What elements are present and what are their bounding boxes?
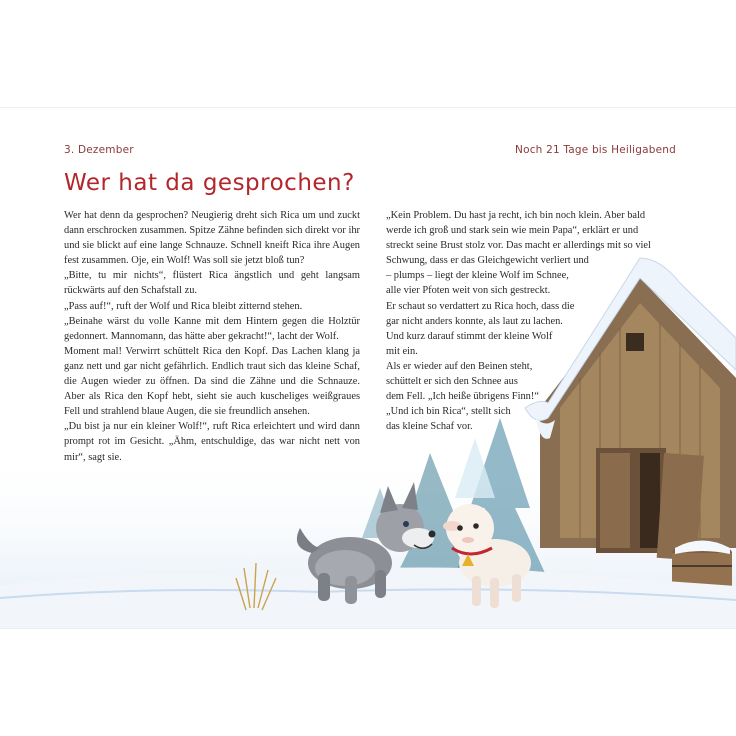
text-line: gar nicht anders konnte, als laut zu lachen. [386,315,563,327]
paragraph: „Du bist ja nur ein kleiner Wolf!“, ruft Rica erleichtert und wird dann prompt rot im Gesicht. „Ähm, entschuldige, das war nicht nett von mir“, sagt sie. [64,421,360,463]
text-line: Als er wieder auf den Beinen steht, [386,360,533,372]
paragraph: Wer hat denn da gesprochen? Neugierig dreht sich Rica um und zuckt dann erschrocken zusammen. Spitze Zähne befinden sich direkt vor ihr und sie blickt auf eine lange Schnauze. Schnell kneift Rica ihre Augen fest zusammen. Oje, ein Wolf! Was soll sie jetzt bloß tun? [64,210,360,267]
paragraph: Moment mal! Verwirrt schüttelt Rica den Kopf. Das Lachen klang ja ganz nett und gar nicht gefährlich. Endlich traut sich das kleine Schaf, die Augen wieder zu öffnen. Da sind die Zähne und die Schnauze. Aber als Rica den Kopf hebt, sieht sie auch kuscheliges weißgraues Fell und strahlend blaue Augen, die sie freundlich ansehen. [64,345,360,418]
text-line: „Und ich bin Rica“, stellt sich [386,406,511,418]
text-line: „Kein Problem. Du hast ja recht, ich bin noch klein. Aber bald [386,210,646,221]
text-line: mit ein. [386,345,418,357]
text-line: werde ich groß und stark sein wie mein Papa“, erklärt er und [386,225,639,237]
left-text-column [64,208,360,465]
text-line: schüttelt er sich den Schnee aus [386,376,518,388]
text-line: das kleine Schaf vor. [386,421,473,433]
text-line: Er schaut so verdattert zu Rica hoch, dass die [386,300,575,312]
paragraph: „Pass auf!“, ruft der Wolf und Rica bleibt zitternd stehen. [64,300,303,312]
paragraph: „Beinahe wärst du volle Kanne mit dem Hintern gegen die Holztür gedonnert. Mannomann, das hätte aber gekracht!“, lacht der Wolf. [64,315,360,342]
paragraph: „Bitte, tu mir nichts“, flüstert Rica ängstlich und geht langsam rückwärts auf den Schafstall zu. [64,270,360,297]
text-line: dem Fell. „Ich heiße übrigens Finn!“ [386,391,539,403]
chapter-title: Wer hat da gesprochen? [64,170,355,196]
date-header: 3. Dezember [64,144,134,156]
text-line: streckt seine Brust stolz vor. Das macht er allerdings mit so viel [386,240,651,252]
countdown-header: Noch 21 Tage bis Heiligabend [515,144,676,156]
text-line: Und kurz darauf stimmt der kleine Wolf [386,330,553,342]
book-spread [0,108,736,628]
text-line: Schwung, dass er das Gleichgewicht verliert und [386,255,589,267]
text-line: alle vier Pfoten weit von sich gestreckt. [386,285,551,297]
right-text-column [386,208,684,434]
text-line: – plumps – liegt der kleine Wolf im Schnee, [386,270,569,282]
